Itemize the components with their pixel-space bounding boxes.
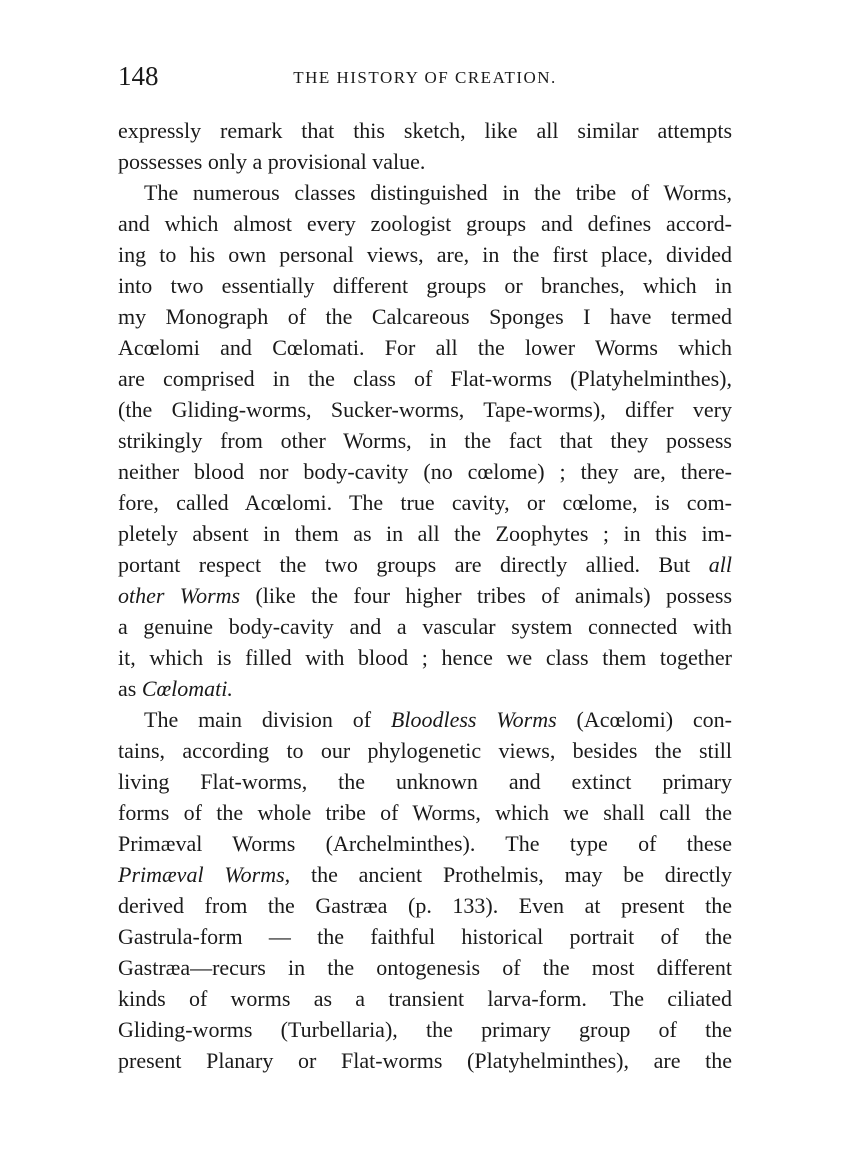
text-line: into two essentially different groups or branches, which in [118, 273, 732, 298]
text-line: fore, called Acœlomi. The true cavity, or cœlome, is com- [118, 490, 732, 515]
text-line: Primæval Worms, the ancient Prothelmis, may be directly [118, 862, 732, 887]
text-line: as Cœlomati. [118, 676, 233, 701]
text-line: derived from the Gastræa (p. 133). Even at present the [118, 893, 732, 918]
text-line: kinds of worms as a transient larva-form. The ciliated [118, 986, 732, 1011]
text-line: neither blood nor body-cavity (no cœlome) ; they are, there- [118, 459, 732, 484]
text-line: Gastræa—recurs in the ontogenesis of the most different [118, 955, 732, 980]
text-line: living Flat-worms, the unknown and extinct primary [118, 769, 732, 794]
text-line: forms of the whole tribe of Worms, which we shall call the [118, 800, 732, 825]
text-line: expressly remark that this sketch, like all similar attempts [118, 118, 732, 143]
page-number: 148 [118, 61, 159, 91]
text-line: The main division of Bloodless Worms (Acœlomi) con- [144, 707, 733, 732]
text-line: Acœlomi and Cœlomati. For all the lower Worms which [118, 335, 732, 360]
text-line: Gliding-worms (Turbellaria), the primary group of the [118, 1017, 732, 1042]
page-header [118, 60, 732, 94]
text-line: and which almost every zoologist groups and defines accord- [118, 211, 732, 236]
running-title: THE HISTORY OF CREATION. [293, 68, 557, 87]
text-line: other Worms (like the four higher tribes of animals) possess [118, 583, 733, 608]
text-line: portant respect the two groups are directly allied. But all [118, 552, 732, 577]
text-line: a genuine body-cavity and a vascular system connected with [118, 614, 732, 639]
text-line: The numerous classes distinguished in the tribe of Worms, [144, 180, 732, 205]
text-line: possesses only a provisional value. [118, 149, 426, 174]
text-line: Gastrula-form — the faithful historical portrait of the [118, 924, 732, 949]
text-line: Primæval Worms (Archelminthes). The type of these [118, 831, 732, 856]
text-line: my Monograph of the Calcareous Sponges I have termed [118, 304, 732, 329]
text-line: are comprised in the class of Flat-worms (Platyhelminthes), [118, 366, 732, 391]
text-line: it, which is filled with blood ; hence we class them together [118, 645, 732, 670]
text-line: (the Gliding-worms, Sucker-worms, Tape-worms), differ very [118, 397, 732, 422]
text-line: strikingly from other Worms, in the fact that they possess [118, 428, 732, 453]
text-line: ing to his own personal views, are, in the first place, divided [118, 242, 732, 267]
text-line: pletely absent in them as in all the Zoophytes ; in this im- [118, 521, 732, 546]
text-line: present Planary or Flat-worms (Platyhelminthes), are the [118, 1048, 732, 1073]
text-line: tains, according to our phylogenetic views, besides the still [118, 738, 732, 763]
